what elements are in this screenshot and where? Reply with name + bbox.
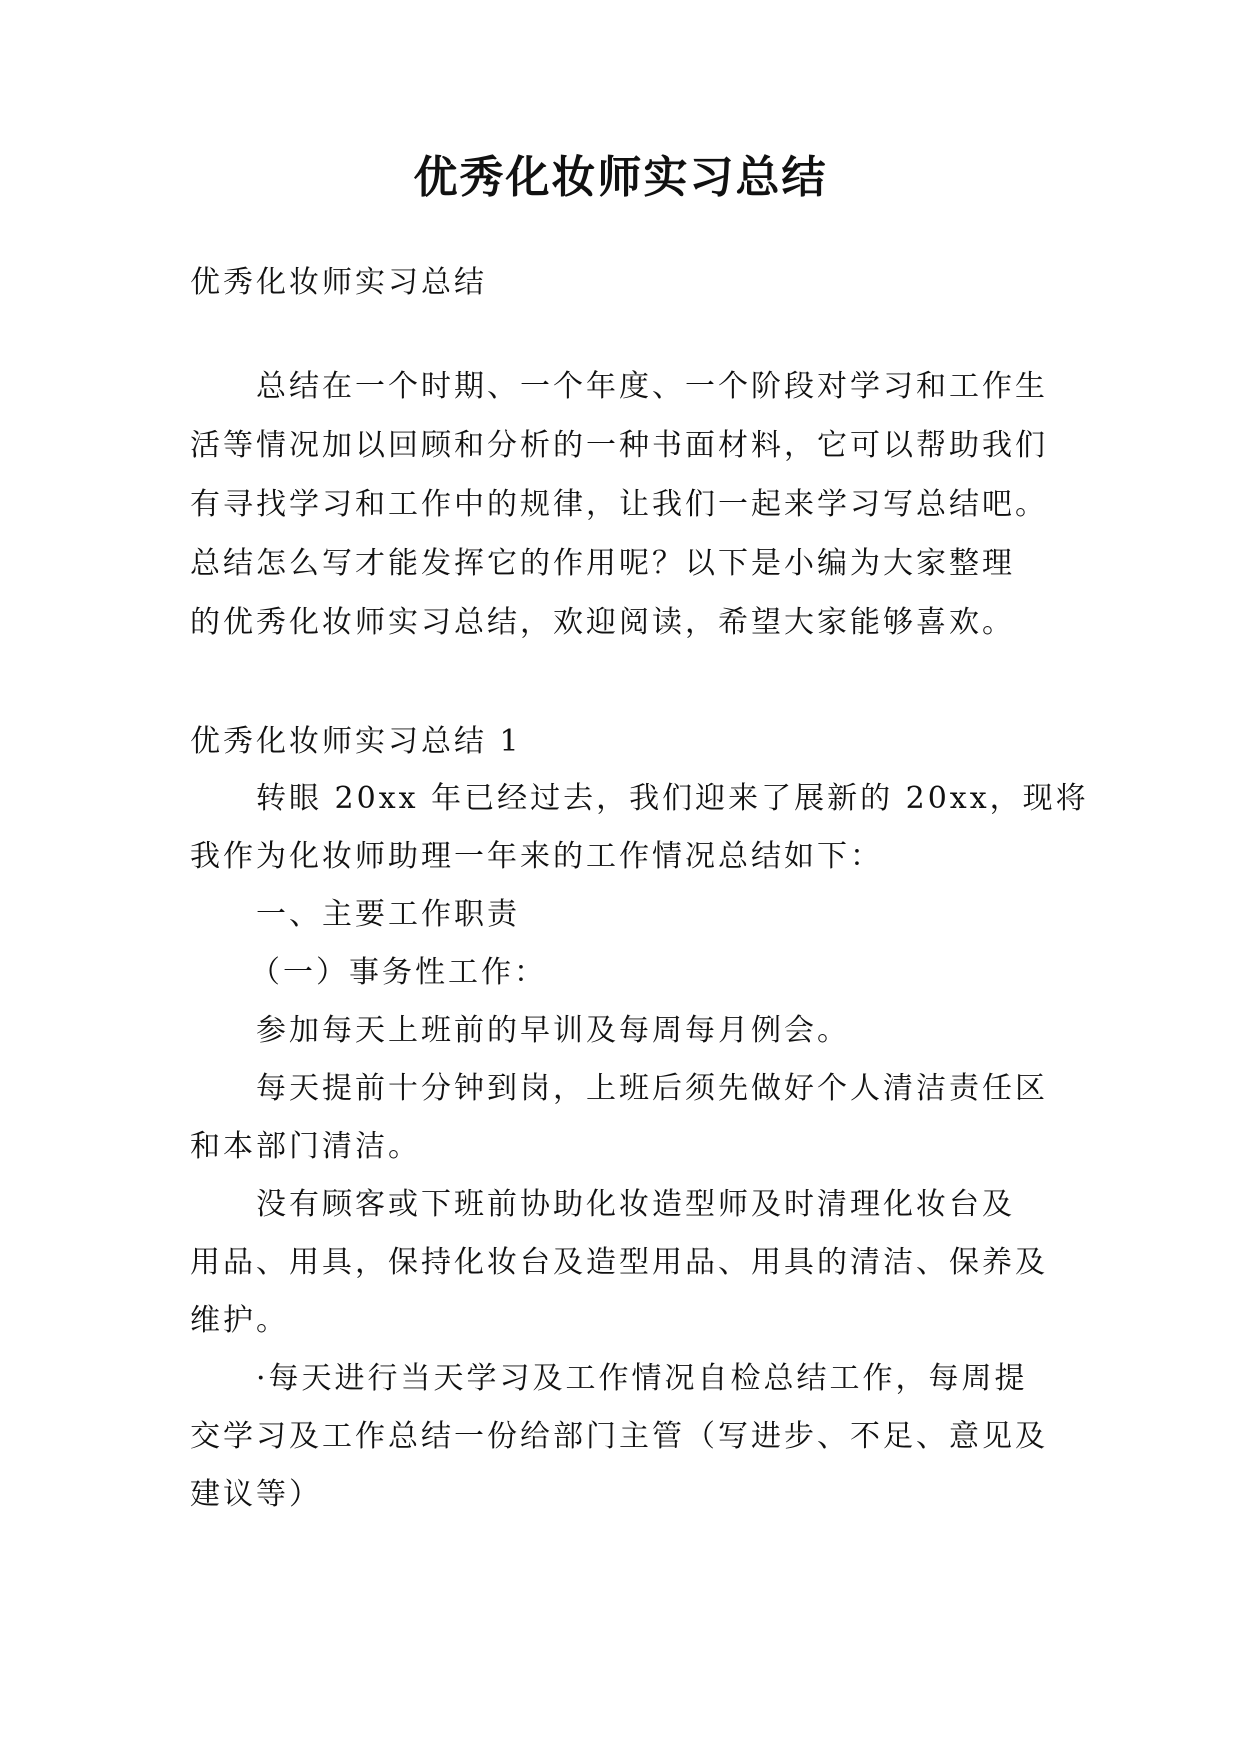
- section-title: 优秀化妆师实习总结 1: [190, 724, 522, 759]
- body-line: 维护。: [190, 1303, 289, 1338]
- body-line: 我作为化妆师助理一年来的工作情况总结如下：: [190, 839, 883, 874]
- body-line: 参加每天上班前的早训及每周每月例会。: [256, 1013, 850, 1048]
- body-line: 用品、用具，保持化妆台及造型用品、用具的清洁、保养及: [190, 1245, 1048, 1280]
- intro-line: 总结在一个时期、一个年度、一个阶段对学习和工作生: [256, 369, 1048, 404]
- intro-line: 活等情况加以回顾和分析的一种书面材料，它可以帮助我们: [190, 428, 1048, 463]
- intro-line: 的优秀化妆师实习总结，欢迎阅读，希望大家能够喜欢。: [190, 605, 1015, 640]
- body-line: 建议等）: [190, 1477, 322, 1512]
- body-line: 每天提前十分钟到岗，上班后须先做好个人清洁责任区: [256, 1071, 1048, 1106]
- body-line: ·每天进行当天学习及工作情况自检总结工作，每周提: [256, 1361, 1028, 1396]
- intro-line: 总结怎么写才能发挥它的作用呢？以下是小编为大家整理: [190, 546, 1015, 581]
- body-line: 转眼 20xx 年已经过去，我们迎来了展新的 20xx，现将: [256, 781, 1089, 816]
- document-title: 优秀化妆师实习总结: [413, 152, 828, 203]
- body-line: 没有顾客或下班前协助化妆造型师及时清理化妆台及: [256, 1187, 1015, 1222]
- body-line: （一）事务性工作：: [250, 955, 547, 990]
- intro-line: 有寻找学习和工作中的规律，让我们一起来学习写总结吧。: [190, 487, 1048, 522]
- body-line: 和本部门清洁。: [190, 1129, 421, 1164]
- body-line: 交学习及工作总结一份给部门主管（写进步、不足、意见及: [190, 1419, 1048, 1454]
- body-line: 一、主要工作职责: [256, 897, 520, 932]
- document-subtitle: 优秀化妆师实习总结: [190, 265, 487, 300]
